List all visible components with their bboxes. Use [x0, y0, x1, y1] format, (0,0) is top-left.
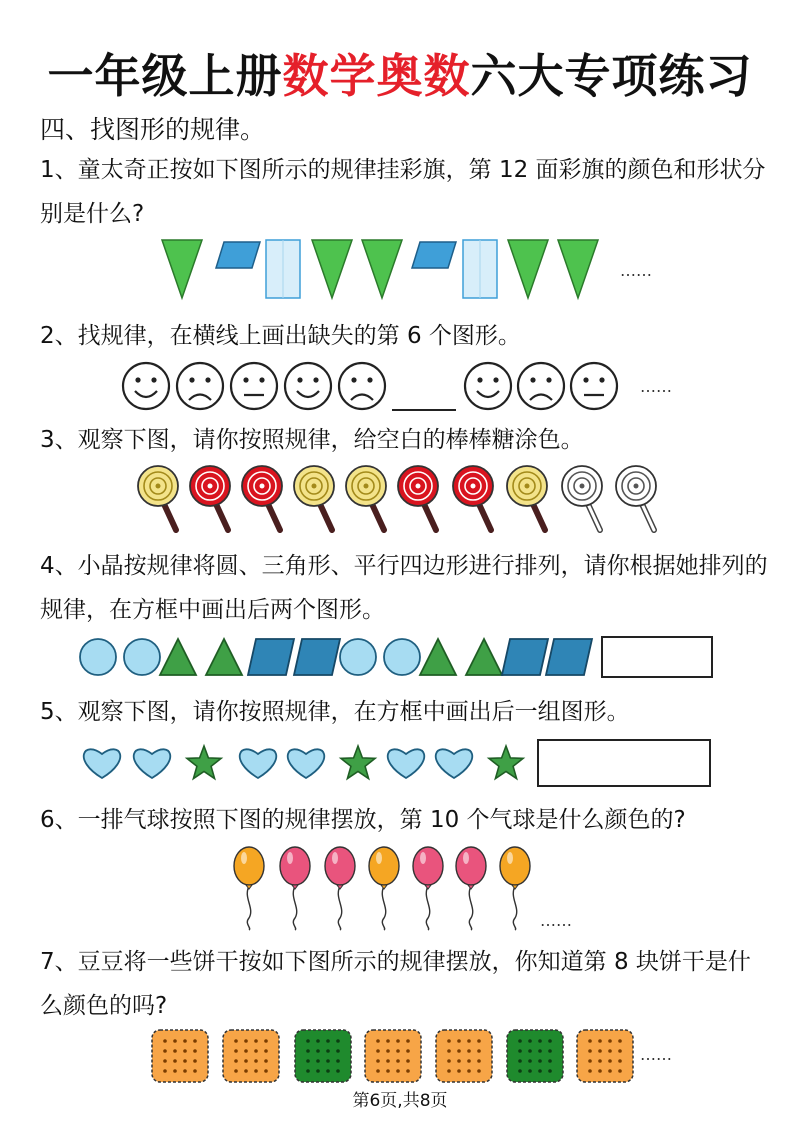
face-smile	[285, 363, 331, 409]
answer-box	[602, 637, 712, 677]
face-frown	[177, 363, 223, 409]
face-sequence-graphic	[0, 356, 800, 418]
face-sequence	[0, 356, 800, 418]
balloon-orange	[234, 847, 264, 930]
lollipop-red	[190, 466, 230, 530]
shape-sequence-graphic	[0, 632, 800, 682]
title-part-1: 一年级上册	[47, 49, 283, 103]
star-icon	[187, 746, 221, 779]
face-smile	[465, 363, 511, 409]
answer-box	[538, 740, 710, 786]
question-6: 6、一排气球按照下图的规律摆放，第 10 个气球是什么颜色的?	[40, 807, 686, 833]
star-icon	[341, 746, 375, 779]
shape-circle	[80, 639, 116, 675]
shape-parallelogram	[248, 639, 294, 675]
face-neutral	[231, 363, 277, 409]
balloon-sequence-graphic	[0, 842, 800, 932]
lollipop-red	[453, 466, 493, 530]
heart-star-sequence-graphic	[0, 736, 800, 792]
lollipop-sequence-graphic	[0, 462, 800, 534]
lollipop-yellow	[507, 466, 547, 530]
flag-parallelogram	[412, 242, 456, 268]
biscuit-orange	[577, 1030, 633, 1082]
shape-triangle	[160, 639, 196, 675]
shape-sequence	[0, 632, 800, 682]
biscuit-orange	[365, 1030, 421, 1082]
title-part-3: 六大专项练习	[470, 49, 753, 103]
question-3: 3、观察下图，请你按照规律，给空白的棒棒糖涂色。	[40, 427, 584, 453]
shape-triangle	[420, 639, 456, 675]
flag-triangle	[558, 240, 598, 298]
face-frown	[518, 363, 564, 409]
heart-star-sequence	[0, 736, 800, 792]
flag-parallelogram	[216, 242, 260, 268]
face-frown	[339, 363, 385, 409]
ellipsis: ……	[640, 377, 672, 396]
question-1: 1、童太奇正按如下图所示的规律挂彩旗，第 12 面彩旗的颜色和形状分别是什么?	[40, 157, 766, 227]
page-title	[0, 40, 800, 106]
shape-parallelogram	[502, 639, 548, 675]
heart-icon	[84, 749, 121, 778]
flag-sequence-graphic	[0, 236, 800, 306]
heart-icon	[240, 749, 277, 778]
biscuit-orange	[223, 1030, 279, 1082]
heart-icon	[288, 749, 325, 778]
shape-parallelogram	[546, 639, 592, 675]
biscuit-sequence	[0, 1026, 800, 1086]
ellipsis: ……	[540, 911, 572, 930]
flag-rectangle	[266, 240, 300, 298]
section-heading: 四、找图形的规律。	[40, 115, 266, 144]
balloon-pink	[456, 847, 486, 930]
page-footer: 第6页,共8页	[352, 1091, 448, 1111]
shape-circle	[124, 639, 160, 675]
shape-circle	[384, 639, 420, 675]
flag-rectangle	[463, 240, 497, 298]
shape-circle	[340, 639, 376, 675]
balloon-pink	[325, 847, 355, 930]
question-5: 5、观察下图，请你按照规律，在方框中画出后一组图形。	[40, 699, 630, 725]
biscuit-green	[507, 1030, 563, 1082]
biscuit-sequence-graphic	[0, 1026, 800, 1086]
lollipop-yellow	[138, 466, 178, 530]
shape-triangle	[466, 639, 502, 675]
flag-triangle	[362, 240, 402, 298]
question-7: 7、豆豆将一些饼干按如下图所示的规律摆放，你知道第 8 块饼干是什么颜色的吗?	[40, 949, 751, 1019]
face-neutral	[571, 363, 617, 409]
lollipop-blank	[616, 466, 656, 530]
balloon-orange	[500, 847, 530, 930]
lollipop-sequence	[0, 462, 800, 534]
title-part-2: 数学奥数	[282, 49, 471, 103]
flag-triangle	[508, 240, 548, 298]
ellipsis: ……	[640, 1045, 672, 1064]
lollipop-red	[398, 466, 438, 530]
biscuit-orange	[436, 1030, 492, 1082]
lollipop-blank	[562, 466, 602, 530]
balloon-pink	[280, 847, 310, 930]
lollipop-yellow	[346, 466, 386, 530]
face-smile	[123, 363, 169, 409]
biscuit-green	[295, 1030, 351, 1082]
question-2: 2、找规律，在横线上画出缺失的第 6 个图形。	[40, 323, 521, 349]
star-icon	[489, 746, 523, 779]
heart-icon	[134, 749, 171, 778]
lollipop-yellow	[294, 466, 334, 530]
ellipsis: ……	[620, 261, 652, 280]
balloon-pink	[413, 847, 443, 930]
question-4: 4、小晶按规律将圆、三角形、平行四边形进行排列，请你根据她排列的规律，在方框中画出后两个图形。	[40, 553, 768, 623]
flag-sequence	[0, 236, 800, 306]
flag-triangle	[162, 240, 202, 298]
shape-parallelogram	[294, 639, 340, 675]
heart-icon	[436, 749, 473, 778]
flag-triangle	[312, 240, 352, 298]
balloon-orange	[369, 847, 399, 930]
balloon-sequence	[0, 842, 800, 932]
heart-icon	[388, 749, 425, 778]
shape-triangle	[206, 639, 242, 675]
lollipop-red	[242, 466, 282, 530]
biscuit-orange	[152, 1030, 208, 1082]
